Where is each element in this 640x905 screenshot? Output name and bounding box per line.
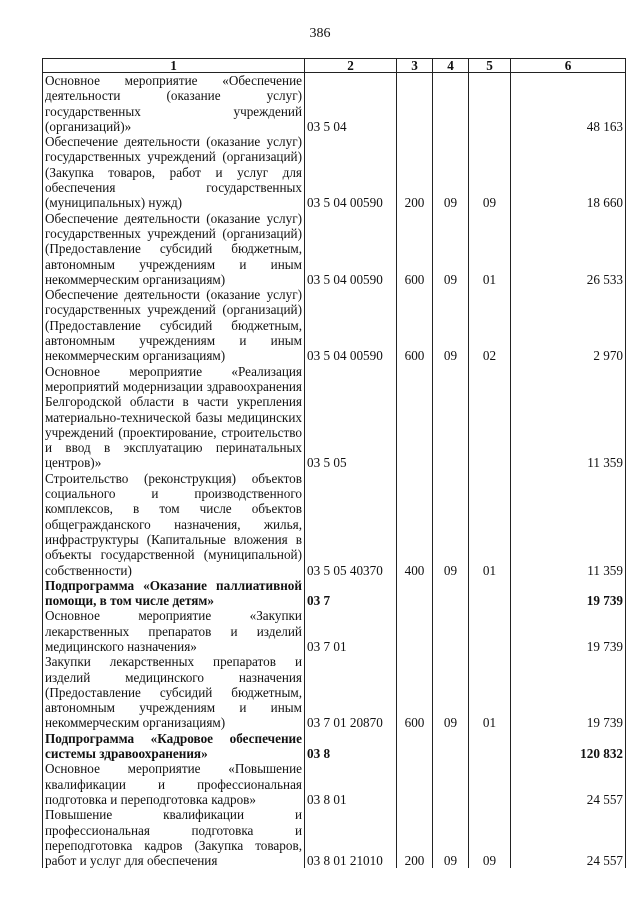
expense-type-cell: 200 [397,134,433,210]
expense-type-cell [397,73,433,135]
classification-code-cell: 03 5 05 [305,364,397,471]
table-row [43,578,626,609]
amount-cell: 18 660 [511,134,626,210]
subsection-cell: 09 [469,134,511,210]
classification-code-cell: 03 5 04 00590 [305,287,397,363]
column-header: 5 [469,59,511,73]
classification-code-cell: 03 5 04 00590 [305,211,397,287]
table-row [43,211,626,287]
expense-type-cell: 600 [397,211,433,287]
section-cell [433,761,469,807]
section-cell: 09 [433,471,469,578]
column-header: 2 [305,59,397,73]
subsection-cell [469,73,511,135]
amount-cell: 2 970 [511,287,626,363]
amount-cell: 24 557 [511,807,626,868]
expense-type-cell [397,578,433,609]
subsection-cell [469,608,511,654]
expense-type-cell: 600 [397,287,433,363]
classification-code-cell: 03 5 05 40370 [305,471,397,578]
section-cell: 09 [433,211,469,287]
subsection-cell [469,761,511,807]
column-header: 4 [433,59,469,73]
expense-type-cell [397,731,433,762]
section-cell [433,578,469,609]
table-row [43,761,626,807]
column-header: 3 [397,59,433,73]
item-name-cell: Основное мероприятие «Обеспечение деятельности (оказание услуг) государственных учреждений (организаций)» [43,73,305,135]
section-cell: 09 [433,807,469,868]
table-row [43,471,626,578]
subsection-cell: 01 [469,471,511,578]
item-name-cell: Обеспечение деятельности (оказание услуг) государственных учреждений (организаций) (Закупка товаров, работ и услуг для обеспечения государственных (муниципальных) нужд) [43,134,305,210]
section-cell: 09 [433,287,469,363]
item-name-cell: Подпрограмма «Оказание паллиативной помощи, в том числе детям» [43,578,305,609]
table-row [43,807,626,868]
section-cell: 09 [433,134,469,210]
table-row [43,134,626,210]
expense-type-cell: 600 [397,654,433,730]
item-name-cell: Подпрограмма «Кадровое обеспечение системы здравоохранения» [43,731,305,762]
table-row [43,73,626,135]
subsection-cell: 01 [469,211,511,287]
amount-cell: 24 557 [511,761,626,807]
classification-code-cell: 03 7 01 [305,608,397,654]
section-cell [433,364,469,471]
table-header-row [43,59,626,73]
classification-code-cell: 03 7 [305,578,397,609]
section-cell [433,608,469,654]
page-number: 386 [309,26,331,41]
classification-code-cell: 03 7 01 20870 [305,654,397,730]
subsection-cell [469,578,511,609]
subsection-cell: 01 [469,654,511,730]
item-name-cell: Закупки лекарственных препаратов и изделий медицинского назначения (Предоставление субсидий бюджетным, автономным учреждениям и иным некоммерческим организациям) [43,654,305,730]
amount-cell: 19 739 [511,608,626,654]
expense-type-cell [397,364,433,471]
classification-code-cell: 03 8 01 21010 [305,807,397,868]
subsection-cell [469,364,511,471]
section-cell [433,73,469,135]
item-name-cell: Повышение квалификации и профессиональная подготовка и переподготовка кадров (Закупка товаров, работ и услуг для обеспечения [43,807,305,868]
table-row [43,364,626,471]
expense-type-cell: 200 [397,807,433,868]
column-header: 1 [43,59,305,73]
classification-code-cell: 03 5 04 00590 [305,134,397,210]
item-name-cell: Обеспечение деятельности (оказание услуг) государственных учреждений (организаций) (Предоставление субсидий бюджетным, автономным учреждениям и иным некоммерческим организациям) [43,287,305,363]
table-row [43,287,626,363]
table-row [43,608,626,654]
subsection-cell: 09 [469,807,511,868]
expense-type-cell [397,761,433,807]
item-name-cell: Основное мероприятие «Повышение квалификации и профессиональная подготовка и переподготовка кадров» [43,761,305,807]
expense-type-cell [397,608,433,654]
item-name-cell: Обеспечение деятельности (оказание услуг) государственных учреждений (организаций) (Предоставление субсидий бюджетным, автономным учреждениям и иным некоммерческим организациям) [43,211,305,287]
section-cell [433,731,469,762]
subsection-cell: 02 [469,287,511,363]
classification-code-cell: 03 8 01 [305,761,397,807]
item-name-cell: Строительство (реконструкция) объектов социального и производственного комплексов, в том числе объектов общегражданского назначения, жилья, инфраструктуры (Капитальные вложения в объекты государственной (муниципальной) собственности) [43,471,305,578]
amount-cell: 11 359 [511,471,626,578]
amount-cell: 26 533 [511,211,626,287]
section-cell: 09 [433,654,469,730]
table-row [43,654,626,730]
amount-cell: 19 739 [511,654,626,730]
amount-cell: 19 739 [511,578,626,609]
subsection-cell [469,731,511,762]
classification-code-cell: 03 8 [305,731,397,762]
table-row [43,731,626,762]
amount-cell: 11 359 [511,364,626,471]
item-name-cell: Основное мероприятие «Реализация мероприятий модернизации здравоохранения Белгородской области в части укрепления материально-технической базы медицинских учреждений (проектирование, строительство и ввод в эксплуатацию перинатальных центров)» [43,364,305,471]
amount-cell: 48 163 [511,73,626,135]
expense-type-cell: 400 [397,471,433,578]
item-name-cell: Основное мероприятие «Закупки лекарственных препаратов и изделий медицинского назначения» [43,608,305,654]
classification-code-cell: 03 5 04 [305,73,397,135]
budget-table [42,58,626,868]
amount-cell: 120 832 [511,731,626,762]
column-header: 6 [511,59,626,73]
